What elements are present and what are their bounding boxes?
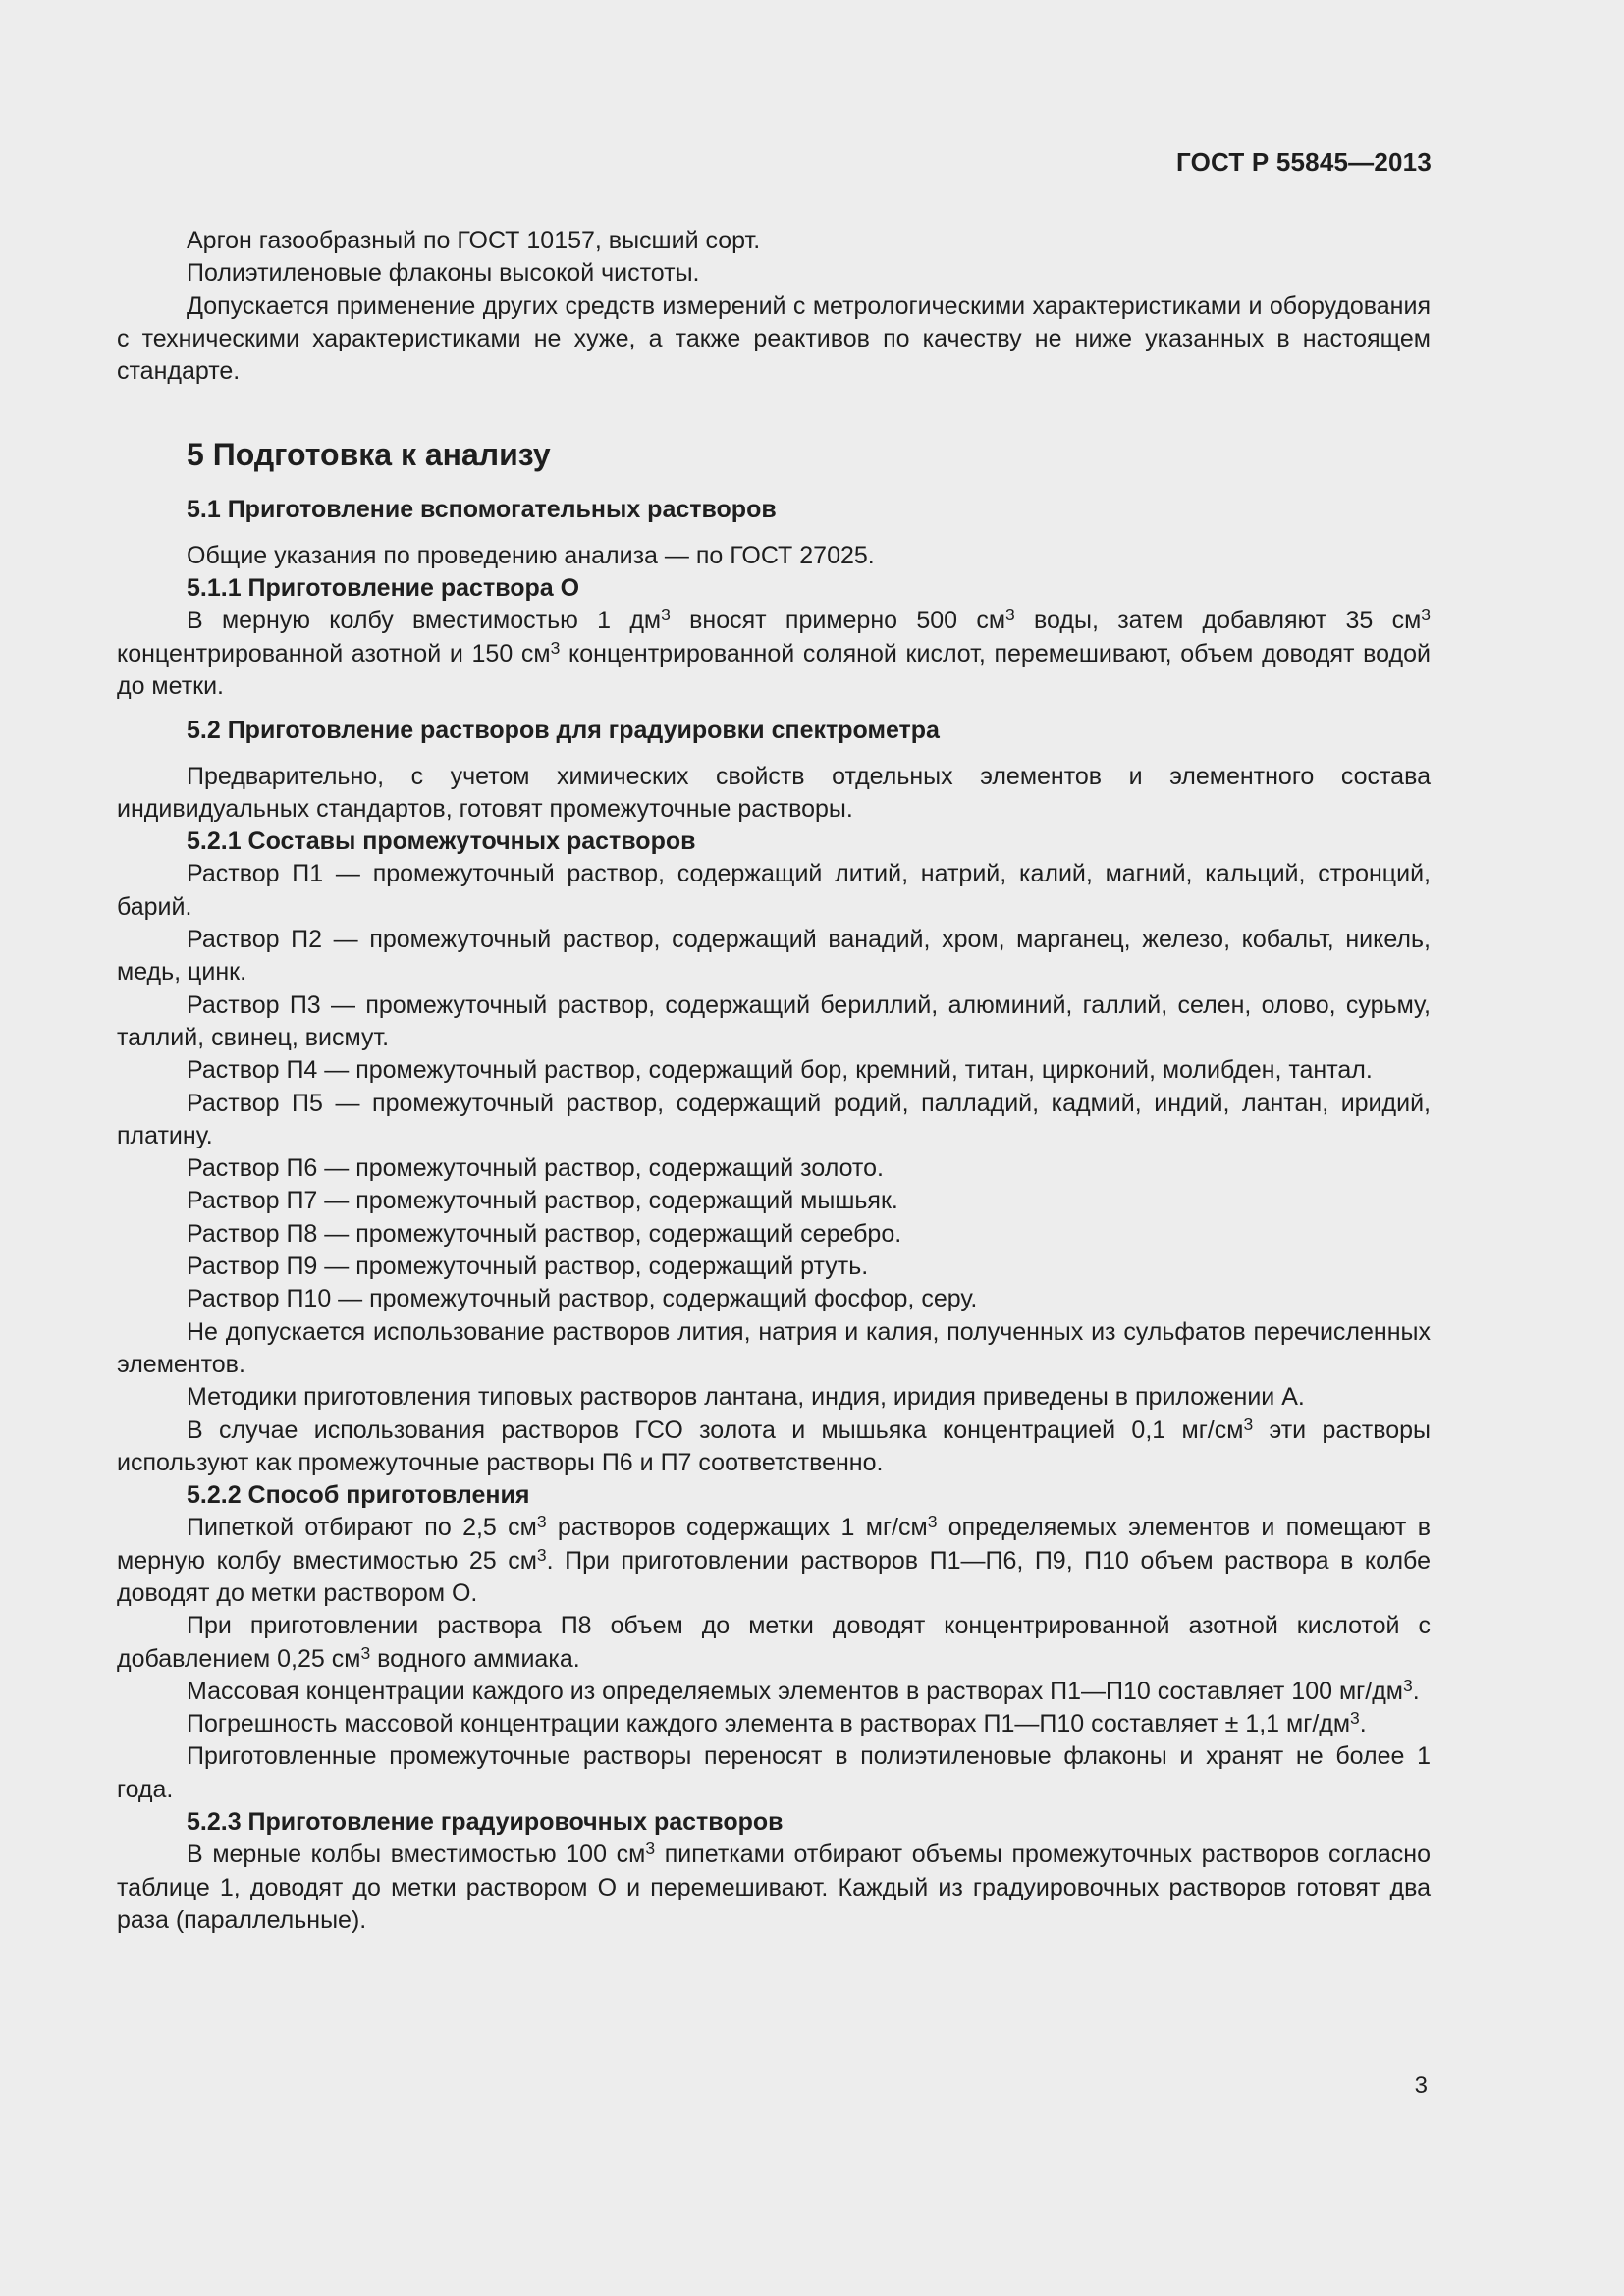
sulfate-restriction-paragraph: Не допускается использование растворов лития, натрия и калия, полученных из сульфатов перечисленных элементов. <box>117 1317 1431 1378</box>
solution-list-item: Раствор П3 — промежуточный раствор, содержащий бериллий, алюминий, галлий, селен, олово, сурьму, таллий, свинец, висмут. <box>117 990 1431 1051</box>
solution-list-item: Раствор П10 — промежуточный раствор, содержащий фосфор, серу. <box>187 1285 978 1313</box>
solution-o-paragraph: В мерную колбу вместимостью 1 $дм^3$ вносят примерно 500 $см^3$ воды, затем добавляют 35 $см^3$ концентрированной азотной и 150 $см^3$ концентрированной соляной кислот, перемешивают, объем доводят водой до метки. <box>117 605 1431 700</box>
solution-list-item: Раствор П7 — промежуточный раствор, содержащий мышьяк. <box>187 1187 898 1215</box>
page-number: 3 <box>1414 2072 1428 2099</box>
document-body <box>117 225 1431 1937</box>
solution-list-item: Раствор П8 — промежуточный раствор, содержащий серебро. <box>187 1219 902 1248</box>
solution-list-item: Раствор П9 — промежуточный раствор, содержащий ртуть. <box>187 1253 869 1281</box>
solution-p8-paragraph: При приготовлении раствора П8 объем до метки доводят концентрированной азотной кислотой с добавлением 0,25 $см^3$ водного аммиака. <box>117 1612 1431 1673</box>
uncertainty-paragraph: Погрешность массовой концентрации каждого элемента в растворах П1—П10 составляет ± 1,1 $мг/дм^3$. <box>187 1708 1367 1738</box>
intro-paragraph: Аргон газообразный по ГОСТ 10157, высший сорт. <box>187 227 761 254</box>
solution-list-item: Раствор П1 — промежуточный раствор, содержащий литий, натрий, калий, магний, кальций, стронций, барий. <box>117 860 1431 921</box>
section-5-2-heading: 5.2 Приготовление растворов для градуировки спектрометра <box>187 717 940 745</box>
intro-paragraph: Допускается применение других средств измерений с метрологическими характеристиками и оборудования с техническими характеристиками не хуже, а также реактивов по качеству не ниже указанных в настоящем стандарте. <box>117 292 1431 386</box>
solution-list-item: Раствор П5 — промежуточный раствор, содержащий родий, палладий, кадмий, индий, лантан, иридий, платину. <box>117 1089 1431 1149</box>
solution-list-item: Раствор П6 — промежуточный раствор, содержащий золото. <box>187 1154 884 1183</box>
storage-paragraph: Приготовленные промежуточные растворы переносят в полиэтиленовые флаконы и хранят не более 1 года. <box>117 1742 1431 1803</box>
section-5-2-1-heading: 5.2.1 Составы промежуточных растворов <box>187 828 696 856</box>
section-5-2-2-heading: 5.2.2 Способ приготовления <box>187 1481 530 1510</box>
appendix-reference-paragraph: Методики приготовления типовых растворов лантана, индия, иридия приведены в приложении А. <box>187 1383 1305 1412</box>
section-5-2-3-heading: 5.2.3 Приготовление градуировочных растворов <box>187 1808 784 1837</box>
section-5-1-1-heading: 5.1.1 Приготовление раствора О <box>187 574 580 603</box>
preparation-paragraph: Пипеткой отбирают по 2,5 $см^3$ растворов содержащих 1 $мг/см^3$ определяемых элементов и помещают в мерную колбу вместимостью 25 $см^3$. При приготовлении растворов П1—П6, П9, П10 объем раствора в колбе доводят до метки раствором О. <box>117 1512 1431 1607</box>
concentration-paragraph: Массовая концентрации каждого из определяемых элементов в растворах П1—П10 составляет 100 $мг/дм^3$. <box>187 1676 1420 1705</box>
section-5-1-heading: 5.1 Приготовление вспомогательных растворов <box>187 496 777 524</box>
document-header-id: ГОСТ Р 55845—2013 <box>1176 147 1432 177</box>
gso-paragraph: В случае использования растворов ГСО золота и мышьяка концентрацией 0,1 $мг/см^3$ эти растворы используют как промежуточные растворы П6 и П7 соответственно. <box>117 1414 1431 1476</box>
section-5-2-intro-paragraph: Предварительно, с учетом химических свойств отдельных элементов и элементного состава индивидуальных стандартов, готовят промежуточные растворы. <box>117 762 1431 823</box>
solution-list-item: Раствор П2 — промежуточный раствор, содержащий ванадий, хром, марганец, железо, кобальт, никель, медь, цинк. <box>117 926 1431 987</box>
calibration-solutions-paragraph: В мерные колбы вместимостью 100 $см^3$ пипетками отбирают объемы промежуточных растворов согласно таблице 1, доводят до метки раствором О и перемешивают. Каждый из градуировочных растворов готовят два раза (параллельные). <box>117 1839 1431 1934</box>
intro-paragraph: Полиэтиленовые флаконы высокой чистоты. <box>187 259 700 288</box>
section-5-heading: 5 Подготовка к анализу <box>187 437 551 473</box>
solution-list-item: Раствор П4 — промежуточный раствор, содержащий бор, кремний, титан, цирконий, молибден, тантал. <box>187 1056 1373 1085</box>
general-instructions-paragraph: Общие указания по проведению анализа — по ГОСТ 27025. <box>187 541 875 569</box>
